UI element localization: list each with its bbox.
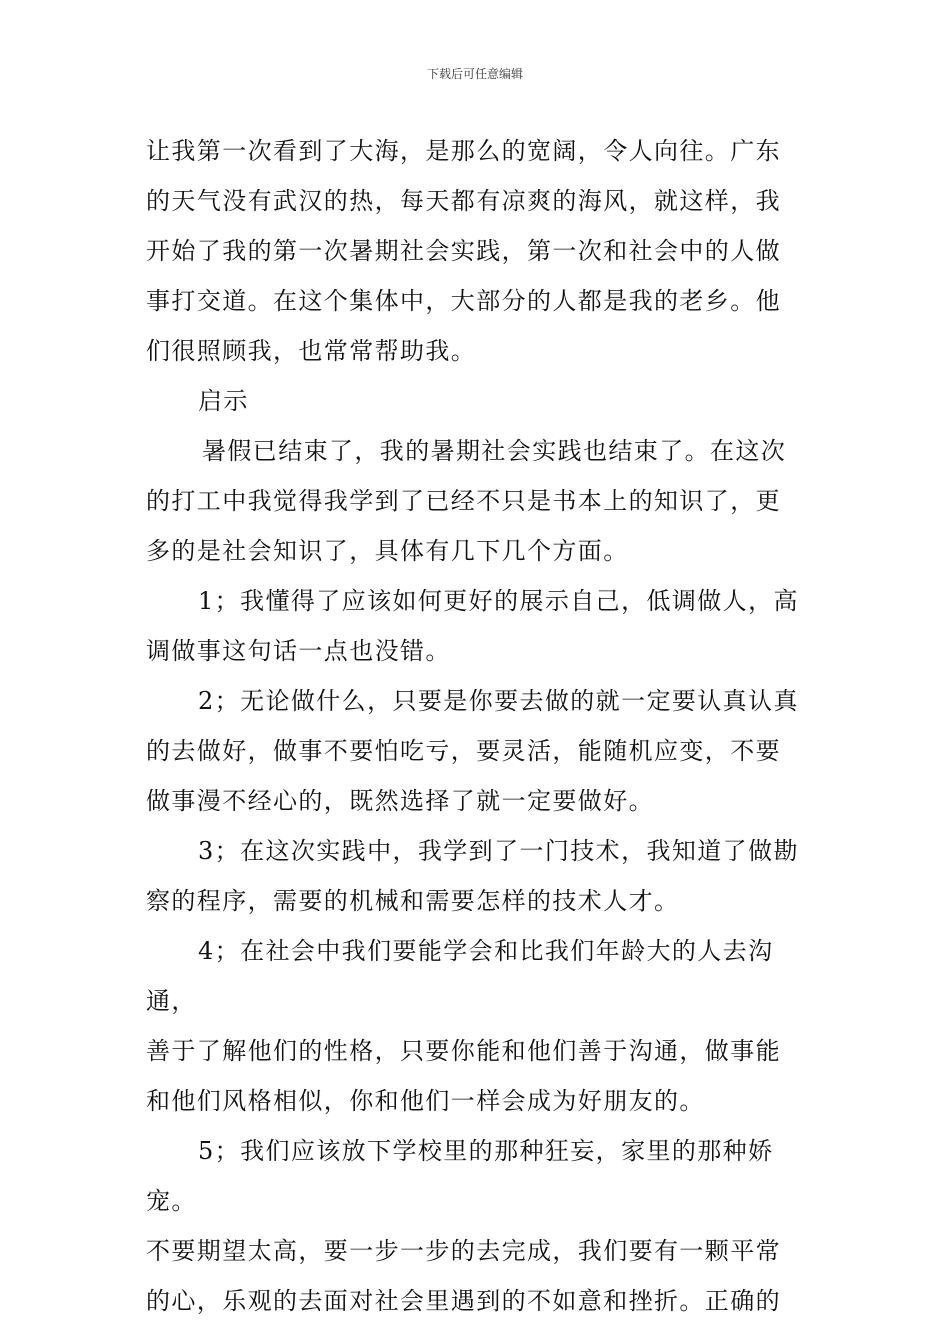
section-heading-qishi: 启示 (198, 387, 249, 415)
paragraph-point-4: 4；在社会中我们要能学会和比我们年龄大的人去沟通， 善于了解他们的性格，只要你能和他们善于沟通，做事能 和他们风格相似，你和他们一样会成为好朋友的。 (146, 937, 781, 1115)
document-body (146, 126, 818, 1326)
paragraph-point-5: 5；我们应该放下学校里的那种狂妄，家里的那种娇宠。 不要期望太高，要一步一步的去完成，我们要有一颗平常 的心，乐观的去面对社会里遇到的不如意和挫折。正确的 (146, 1137, 781, 1315)
paragraph-intro-continuation: 让我第一次看到了大海，是那么的宽阔，令人向往。广东 的天气没有武汉的热，每天都有凉爽的海风，就这样，我 开始了我的第一次暑期社会实践，第一次和社会中的人做 事打交道。在这个集体中，大部分的人都是我的老乡。他 们很照顾我，也常常帮助我。 (146, 137, 781, 365)
page-header: 下载后可任意编辑 (426, 67, 523, 81)
paragraph-point-1: 1；我懂得了应该如何更好的展示自己，低调做人，高 调做事这句话一点也没错。 (146, 587, 799, 665)
paragraph-point-2: 2；无论做什么，只要是你要去做的就一定要认真认真 的去做好，做事不要怕吃亏，要灵活，能随机应变，不要 做事漫不经心的，既然选择了就一定要做好。 (146, 687, 799, 815)
paragraph-summary: 暑假已结束了，我的暑期社会实践也结束了。在这次 的打工中我觉得我学到了已经不只是书本上的知识了，更 多的是社会知识了，具体有几下几个方面。 (146, 437, 787, 565)
paragraph-point-3: 3；在这次实践中，我学到了一门技术，我知道了做勘 察的程序，需要的机械和需要怎样的技术人才。 (146, 837, 799, 915)
